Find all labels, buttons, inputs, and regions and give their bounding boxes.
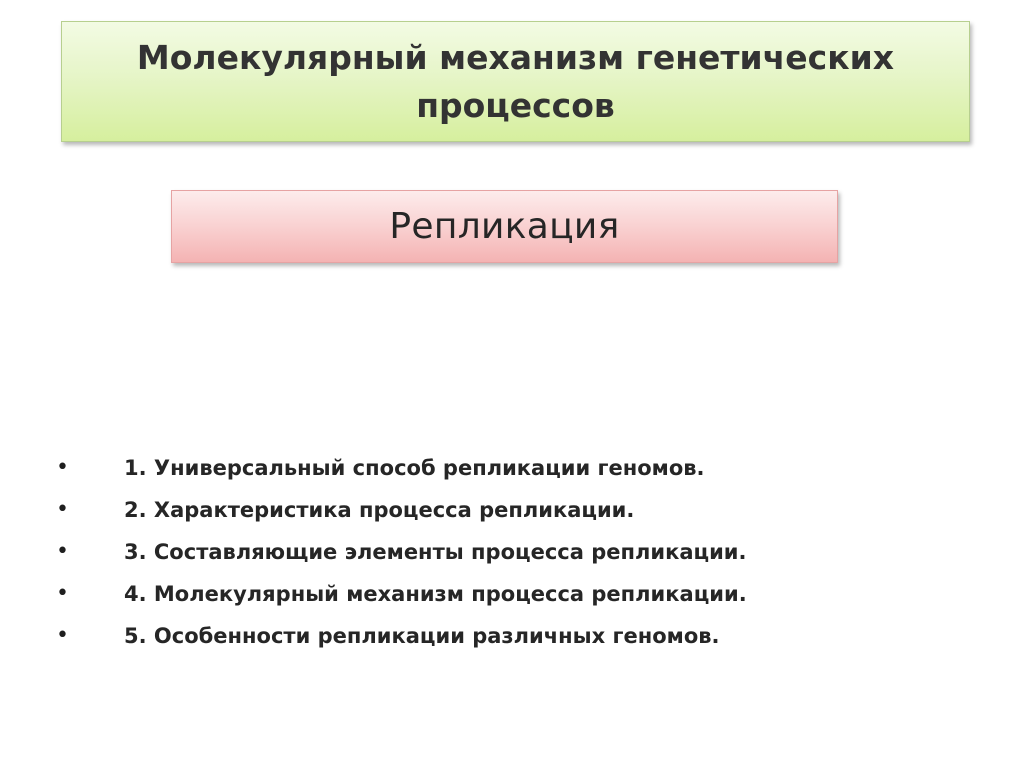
title-box [61,21,970,142]
list-item-text: 4. Молекулярный механизм процесса репликации. [124,582,747,606]
list-item-text: 1. Универсальный способ репликации геномов. [124,456,705,480]
list-item-text: 3. Составляющие элементы процесса репликации. [124,540,747,564]
list-item [0,531,1024,573]
bullet-icon: • [56,455,69,480]
list-item [0,489,1024,531]
bullet-icon: • [56,539,69,564]
list-item-text: 2. Характеристика процесса репликации. [124,498,635,522]
slide-title: Молекулярный механизм генетических процессов [136,37,895,125]
bullet-icon: • [56,497,69,522]
list-item [0,615,1024,657]
list-item [0,573,1024,615]
list-item [0,447,1024,489]
topic-list [0,447,1024,657]
slide-subtitle: Репликация [389,206,620,247]
bullet-icon: • [56,623,69,648]
list-item-text: 5. Особенности репликации различных геномов. [124,624,720,648]
subtitle-box [171,190,838,263]
bullet-icon: • [56,581,69,606]
